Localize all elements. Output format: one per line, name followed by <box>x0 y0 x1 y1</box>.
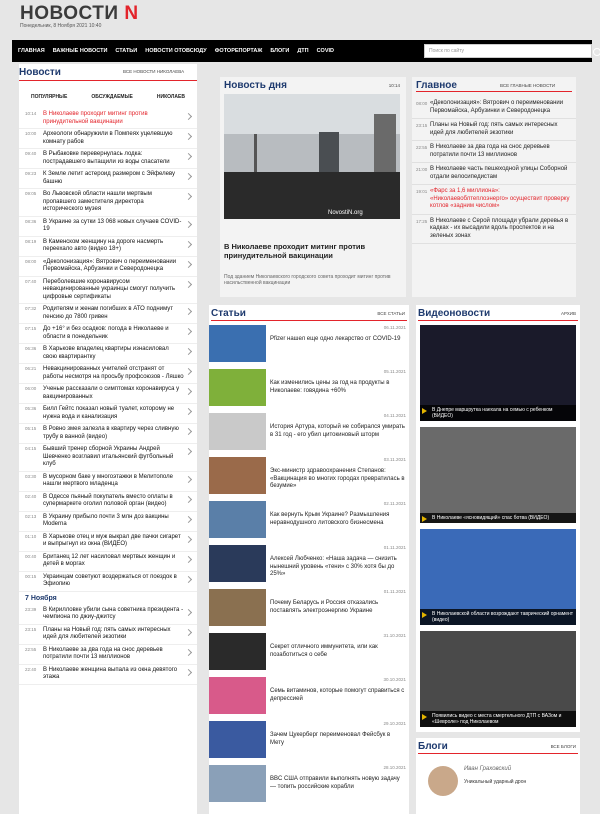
video-item[interactable] <box>420 529 576 625</box>
all-articles-link[interactable]: ВСЕ СТАТЬИ <box>377 311 405 316</box>
chevron-right-icon <box>185 608 192 615</box>
item-time: 08:00 <box>25 258 37 264</box>
all-news-link[interactable]: ВСЕ НОВОСТИ НИКОЛАЕВА <box>123 69 185 74</box>
article-headline[interactable]: Алексей Любченко: «Наша задача — снизить нынешний уровень «тени» с 30% хотя бы до 25%» <box>270 556 397 577</box>
item-time: 08:00 <box>416 101 428 106</box>
article-headline[interactable]: Секрет отличного иммунитета, или как позаботиться о себе <box>270 644 378 658</box>
article-thumb[interactable] <box>209 677 266 714</box>
header <box>0 0 600 40</box>
video-caption[interactable]: В Николаеве «ясновидящий» спас ботва (ВИДЕО) <box>420 513 576 523</box>
news-of-day <box>220 77 406 297</box>
main-item[interactable] <box>412 97 576 119</box>
video-item[interactable] <box>420 631 576 727</box>
item-time: 05:15 <box>25 426 37 431</box>
all-blogs-link[interactable]: ВСЕ БЛОГИ <box>550 744 576 749</box>
list-item[interactable] <box>19 277 197 305</box>
item-headline[interactable]: Невакцинированных учителей отстранят от работы несмотря на просьбу профсоюзов - Ляшко <box>43 366 184 380</box>
item-time: 06:00 <box>25 386 37 391</box>
item-headline[interactable]: В Николаеве часть пешеходной улицы Соборной отдали велосипедистам <box>430 166 568 180</box>
chevron-right-icon <box>185 308 192 315</box>
article-headline[interactable]: Как вернуть Крым Украине? Размышления неравнодушного литовского бизнесмена <box>270 512 390 526</box>
article-date: 06.11.2021 <box>383 325 406 330</box>
chevron-right-icon <box>185 575 192 582</box>
chevron-right-icon <box>185 535 192 542</box>
video-item[interactable] <box>420 325 576 421</box>
article-thumb[interactable] <box>209 413 266 450</box>
item-time: 08:36 <box>25 218 37 224</box>
article-headline[interactable]: Как изменились цены за год на продукты в Николаеве: говядина +60% <box>270 380 390 394</box>
main-item[interactable] <box>412 141 576 163</box>
article-headline[interactable]: Pfizer нашел еще одно лекарство от COVID-19 <box>270 336 401 342</box>
news-of-day-time: 10:14 <box>388 83 400 88</box>
article-row[interactable] <box>209 633 409 673</box>
item-time: 19:01 <box>416 189 428 194</box>
item-headline[interactable]: Родителям и женам погибших в АТО поднимут пенсию до 7800 гривен <box>43 306 174 320</box>
list-item[interactable] <box>19 364 197 384</box>
current-date: Понедельник, 8 Ноября 2021 10:40 <box>20 23 102 29</box>
item-time: 22:55 <box>416 145 428 150</box>
blog-author[interactable]: Иван Граховский <box>464 766 512 772</box>
item-time: 02:13 <box>25 513 37 519</box>
chevron-right-icon <box>185 628 192 635</box>
item-time: 06:21 <box>25 366 37 371</box>
main-item[interactable] <box>412 215 576 245</box>
item-time: 03:30 <box>25 473 37 479</box>
article-thumb[interactable] <box>209 721 266 758</box>
chevron-right-icon <box>185 153 192 160</box>
chevron-right-icon <box>185 448 192 455</box>
news-photo[interactable] <box>224 94 400 219</box>
video-title: Видеоновости <box>418 308 491 319</box>
item-time: 22:55 <box>25 646 37 652</box>
article-row[interactable] <box>209 457 409 497</box>
item-headline[interactable]: Планы на Новый год: пять самых интересных идей для любителей экзотики <box>43 626 171 640</box>
nav-item[interactable]: СТАТЬИ <box>115 48 138 54</box>
blogs-title: Блоги <box>418 741 448 752</box>
item-headline[interactable]: В Харькове владелец квартиры изнасиловал свою квартирантку <box>43 346 169 360</box>
list-item[interactable] <box>19 129 197 149</box>
video-caption[interactable]: В Николаевской области возрождают таврический орнамент (видео) <box>420 609 576 625</box>
chevron-right-icon <box>185 388 192 395</box>
item-headline[interactable]: Переболевшие коронавирусом невакцинированные украинцы смогут получить цифровые сертификаты <box>43 278 176 300</box>
article-thumb[interactable] <box>209 325 266 362</box>
chevron-right-icon <box>185 428 192 435</box>
article-row[interactable] <box>209 677 409 717</box>
article-thumb[interactable] <box>209 545 266 582</box>
video-caption[interactable]: В Днепре маршрутка наехала на семью с ребенком (ВИДЕО) <box>420 405 576 421</box>
chevron-right-icon <box>185 220 192 227</box>
item-time: 23:15 <box>416 123 428 128</box>
nav-item[interactable]: ГЛАВНАЯ <box>18 48 45 54</box>
list-item[interactable] <box>19 625 197 645</box>
main-news <box>412 77 576 297</box>
list-item[interactable] <box>19 189 197 217</box>
article-row[interactable] <box>209 501 409 541</box>
list-item[interactable] <box>19 665 197 685</box>
articles-title: Статьи <box>211 308 246 319</box>
item-headline[interactable]: В мусорном баке у многоэтажки в Мелитополе нашли мертвого младенца <box>43 473 173 487</box>
item-headline[interactable]: В Харькове отец и муж выкрал две пачки сигарет и выпрыгнул из окна (ВИДЕО) <box>43 533 181 547</box>
list-item[interactable] <box>19 384 197 404</box>
blog-desc[interactable]: Уникальный ударный дрон <box>464 779 527 785</box>
article-row[interactable] <box>209 369 409 409</box>
news-of-day-headline[interactable]: В Николаеве проходит митинг против принудительной вакцинации <box>224 242 366 260</box>
main-nav <box>12 40 592 62</box>
item-time: 07:40 <box>25 278 37 284</box>
video-news <box>416 305 580 732</box>
item-headline[interactable]: Ученые рассказали о симптомах коронавируса у вакцинированных <box>43 386 180 400</box>
item-headline[interactable]: В Николаеве женщина выпала из окна девятого этажа <box>43 666 178 680</box>
chevron-right-icon <box>185 173 192 180</box>
tab[interactable]: НИКОЛАЕВ <box>156 94 185 100</box>
list-item[interactable] <box>19 149 197 169</box>
day-header: 7 Ноября <box>25 594 57 602</box>
chevron-right-icon <box>185 648 192 655</box>
article-date: 02.11.2021 <box>383 501 406 506</box>
video-item[interactable] <box>420 427 576 523</box>
list-item[interactable] <box>19 217 197 237</box>
list-item[interactable] <box>19 532 197 552</box>
item-headline[interactable]: До +16° и без осадков: погода в Николаеве и области в понедельник <box>43 326 169 340</box>
item-time: 02:40 <box>25 493 37 499</box>
item-headline[interactable]: Бывший тренер сборной Украины Андрей Шевченко возглавил итальянский футбольный клуб <box>43 446 174 467</box>
nav-item[interactable]: ФОТОРЕПОРТАЖ <box>214 48 263 54</box>
article-thumb[interactable] <box>209 765 266 802</box>
item-time: 10:14 <box>25 111 37 116</box>
item-time: 09:23 <box>25 171 37 176</box>
list-item[interactable] <box>19 512 197 532</box>
search-input[interactable]: Поиск по сайту <box>424 44 592 58</box>
list-item[interactable] <box>19 237 197 257</box>
item-time: 07:15 <box>25 326 37 331</box>
chevron-right-icon <box>185 348 192 355</box>
list-item[interactable] <box>19 404 197 424</box>
item-headline[interactable]: Украинцам советуют воздержаться от поездок в Эфиопию <box>43 573 177 587</box>
item-time: 09:40 <box>25 151 37 156</box>
article-date: 01.11.2021 <box>383 589 406 594</box>
chevron-right-icon <box>185 668 192 675</box>
list-item[interactable] <box>19 444 197 472</box>
main-news-title: Главное <box>416 80 457 91</box>
nav-item[interactable]: COVID <box>316 48 334 54</box>
item-headline[interactable]: В Николаеве за два года на снос деревьев потратили почти 13 миллионов <box>43 646 163 660</box>
item-time: 04:15 <box>25 446 37 451</box>
item-headline[interactable]: Археологи обнаружили в Помпеях уцелевшую комнату рабов <box>43 131 173 145</box>
watermark: NovostiN.org <box>328 210 363 216</box>
articles <box>209 305 409 814</box>
all-main-link[interactable]: ВСЕ ГЛАВНЫЕ НОВОСТИ <box>500 83 556 88</box>
article-thumb[interactable] <box>209 369 266 406</box>
list-item[interactable] <box>19 169 197 189</box>
article-headline[interactable]: Почему Беларусь и Россия отказались поставлять электроэнергию Украине <box>270 600 379 614</box>
item-headline[interactable]: В Одессе пьяный покупатель вместо оплаты в супермаркете оголил половой орган (видео) <box>43 493 173 507</box>
chevron-right-icon <box>185 475 192 482</box>
item-headline[interactable]: Планы на Новый год: пять самых интересных идей для любителей экзотики <box>430 122 558 136</box>
nav-item[interactable]: ВАЖНЫЕ НОВОСТИ <box>52 48 108 54</box>
item-headline[interactable]: Билл Гейтс показал новый туалет, которому не нужна вода и канализация <box>43 406 175 420</box>
item-time: 09:05 <box>25 191 37 196</box>
video-caption[interactable]: Появились видео с места смертельного ДТП с ВАЗом и «Шевроле» под Николаевом <box>420 711 576 727</box>
item-time: 06:36 <box>25 346 37 351</box>
item-time: 21:00 <box>416 167 428 172</box>
item-headline[interactable]: В Николаеве за два года на снос деревьев потратили почти 13 миллионов <box>430 144 550 158</box>
news-feed <box>19 64 197 814</box>
article-headline[interactable]: История Артура, который не собирался умирать в 31 год - его убил цитокиновый шторм <box>270 424 405 438</box>
article-thumb[interactable] <box>209 633 266 670</box>
main-item[interactable] <box>412 163 576 185</box>
item-time: 17:25 <box>416 218 428 224</box>
list-item[interactable] <box>19 304 197 324</box>
item-headline[interactable]: В Николаеве проходит митинг против принудительной вакцинации <box>43 111 148 125</box>
list-item[interactable] <box>19 552 197 572</box>
play-icon <box>422 516 427 522</box>
item-headline[interactable]: К Земле летит астероид размером с Эйфелеву башню <box>43 171 176 185</box>
article-row[interactable] <box>209 589 409 629</box>
article-date: 03.11.2021 <box>383 457 406 462</box>
article-date: 31.10.2021 <box>383 633 406 638</box>
item-time: 01:10 <box>25 533 37 539</box>
article-date: 01.11.2021 <box>383 545 406 550</box>
chevron-right-icon <box>185 555 192 562</box>
list-item[interactable] <box>19 424 197 444</box>
article-row[interactable] <box>209 721 409 761</box>
article-date: 30.10.2021 <box>383 677 406 682</box>
list-item[interactable] <box>19 344 197 364</box>
article-thumb[interactable] <box>209 589 266 626</box>
avatar[interactable] <box>428 766 458 796</box>
item-headline[interactable]: Во Львовской области нашли мертвым пропавшего заместителя директора исторического музея <box>43 191 152 212</box>
archive-link[interactable]: АРХИВ <box>560 311 576 316</box>
item-headline[interactable]: В Украине за сутки 13 068 новых случаев COVID-19 <box>43 218 182 232</box>
item-headline[interactable]: В Ровно змея залезла в квартиру через сливную трубу в ванной (видео) <box>43 426 179 440</box>
blogs <box>416 738 580 814</box>
news-title: Новости <box>19 67 61 78</box>
chevron-right-icon <box>185 328 192 335</box>
chevron-right-icon <box>185 368 192 375</box>
list-item[interactable] <box>19 645 197 665</box>
nav-item[interactable]: НОВОСТИ ОТОВСЮДУ <box>145 48 207 54</box>
play-icon <box>422 714 427 720</box>
nav-item[interactable]: ДТП <box>297 48 309 54</box>
item-headline[interactable]: Британец 12 лет насиловал мертвых женщин и детей в моргах <box>43 553 176 567</box>
article-headline[interactable]: Зачем Цукерберг переименовал Фейсбук в Мету <box>270 732 391 746</box>
chevron-right-icon <box>185 133 192 140</box>
list-item[interactable] <box>19 472 197 492</box>
article-date: 28.10.2021 <box>383 765 406 770</box>
chevron-right-icon <box>185 193 192 200</box>
list-item[interactable] <box>19 572 197 592</box>
item-time: 00:40 <box>25 553 37 559</box>
play-icon <box>422 612 427 618</box>
chevron-right-icon <box>185 240 192 247</box>
chevron-right-icon <box>185 260 192 267</box>
article-row[interactable] <box>209 545 409 585</box>
tab[interactable]: ПОПУЛЯРНЫЕ <box>31 94 68 100</box>
article-headline[interactable]: BBC США отправили выполнять новую задачу — топить российские корабли <box>270 776 400 790</box>
list-item[interactable] <box>19 257 197 277</box>
item-time: 22:40 <box>25 666 37 672</box>
chevron-right-icon <box>185 515 192 522</box>
chevron-right-icon <box>185 113 192 120</box>
item-headline[interactable]: «Деколонизация»: Вятрович о переименовании Первомайска, Арбузинки и Северодонецка <box>430 100 564 114</box>
item-time: 23:39 <box>25 606 37 612</box>
nav-item[interactable]: БЛОГИ <box>270 48 290 54</box>
article-headline[interactable]: Экс-министр здравоохранения Степанов: «Вакцинация во многих городах превратилась в безумие» <box>270 468 405 489</box>
article-row[interactable] <box>209 325 409 365</box>
main-item[interactable] <box>412 185 576 215</box>
chevron-right-icon <box>185 408 192 415</box>
item-headline[interactable]: «Деколонизация»: Вятрович о переименовании Первомайска, Арбузинки и Северодонецка <box>43 258 177 272</box>
item-time: 07:32 <box>25 306 37 311</box>
article-date: 29.10.2021 <box>383 721 406 726</box>
article-row[interactable] <box>209 765 409 805</box>
chevron-right-icon <box>185 495 192 502</box>
chevron-right-icon <box>185 280 192 287</box>
item-time: 23:15 <box>25 626 37 632</box>
item-time: 10:00 <box>25 131 37 136</box>
article-row[interactable] <box>209 413 409 453</box>
item-headline[interactable]: В Рыбаковке перевернулась лодка: пострадавшего вытащили из воды спасатели <box>43 151 170 165</box>
item-headline[interactable]: В Николаеве с Серой площади убрали деревья в кадках - их высадили вдоль проспектов и на зеленых зонах <box>430 217 569 239</box>
item-headline[interactable]: В Кирилловке убили сына советника президента - чемпиона по джиу-джитсу <box>43 606 184 620</box>
list-item[interactable] <box>19 492 197 512</box>
article-date: 04.11.2021 <box>383 413 406 418</box>
list-item[interactable] <box>19 605 197 625</box>
search-icon[interactable] <box>593 48 600 56</box>
news-of-day-title: Новость дня <box>224 80 287 91</box>
item-time: 08:19 <box>25 238 37 244</box>
tab[interactable]: ОБСУЖДАЕМЫЕ <box>91 94 133 100</box>
news-of-day-caption: Под зданием Николаевского городского совета проходит митинг против насильственной вакцинации <box>224 274 391 286</box>
list-item[interactable] <box>19 109 197 129</box>
site-logo[interactable]: НОВОСТИ N <box>20 3 139 24</box>
article-headline[interactable]: Семь витаминов, которые помогут справиться с депрессией <box>270 688 405 702</box>
item-time: 00:15 <box>25 573 37 579</box>
main-item[interactable] <box>412 119 576 141</box>
play-icon <box>422 408 427 414</box>
item-headline[interactable]: В Каменском женщину на дороге насмерть переехало авто (видео 18+) <box>43 238 164 252</box>
list-item[interactable] <box>19 324 197 344</box>
article-thumb[interactable] <box>209 501 266 538</box>
item-time: 05:36 <box>25 406 37 411</box>
item-headline[interactable]: В Украину прибыло почти 3 млн доз вакцины Moderna <box>43 513 169 527</box>
article-thumb[interactable] <box>209 457 266 494</box>
item-headline[interactable]: «Фарс за 1,6 миллиона»: «Николаевоблтеплоэнерго» осуществит проверку котлов «задним числом» <box>430 188 570 209</box>
article-date: 05.11.2021 <box>383 369 406 374</box>
